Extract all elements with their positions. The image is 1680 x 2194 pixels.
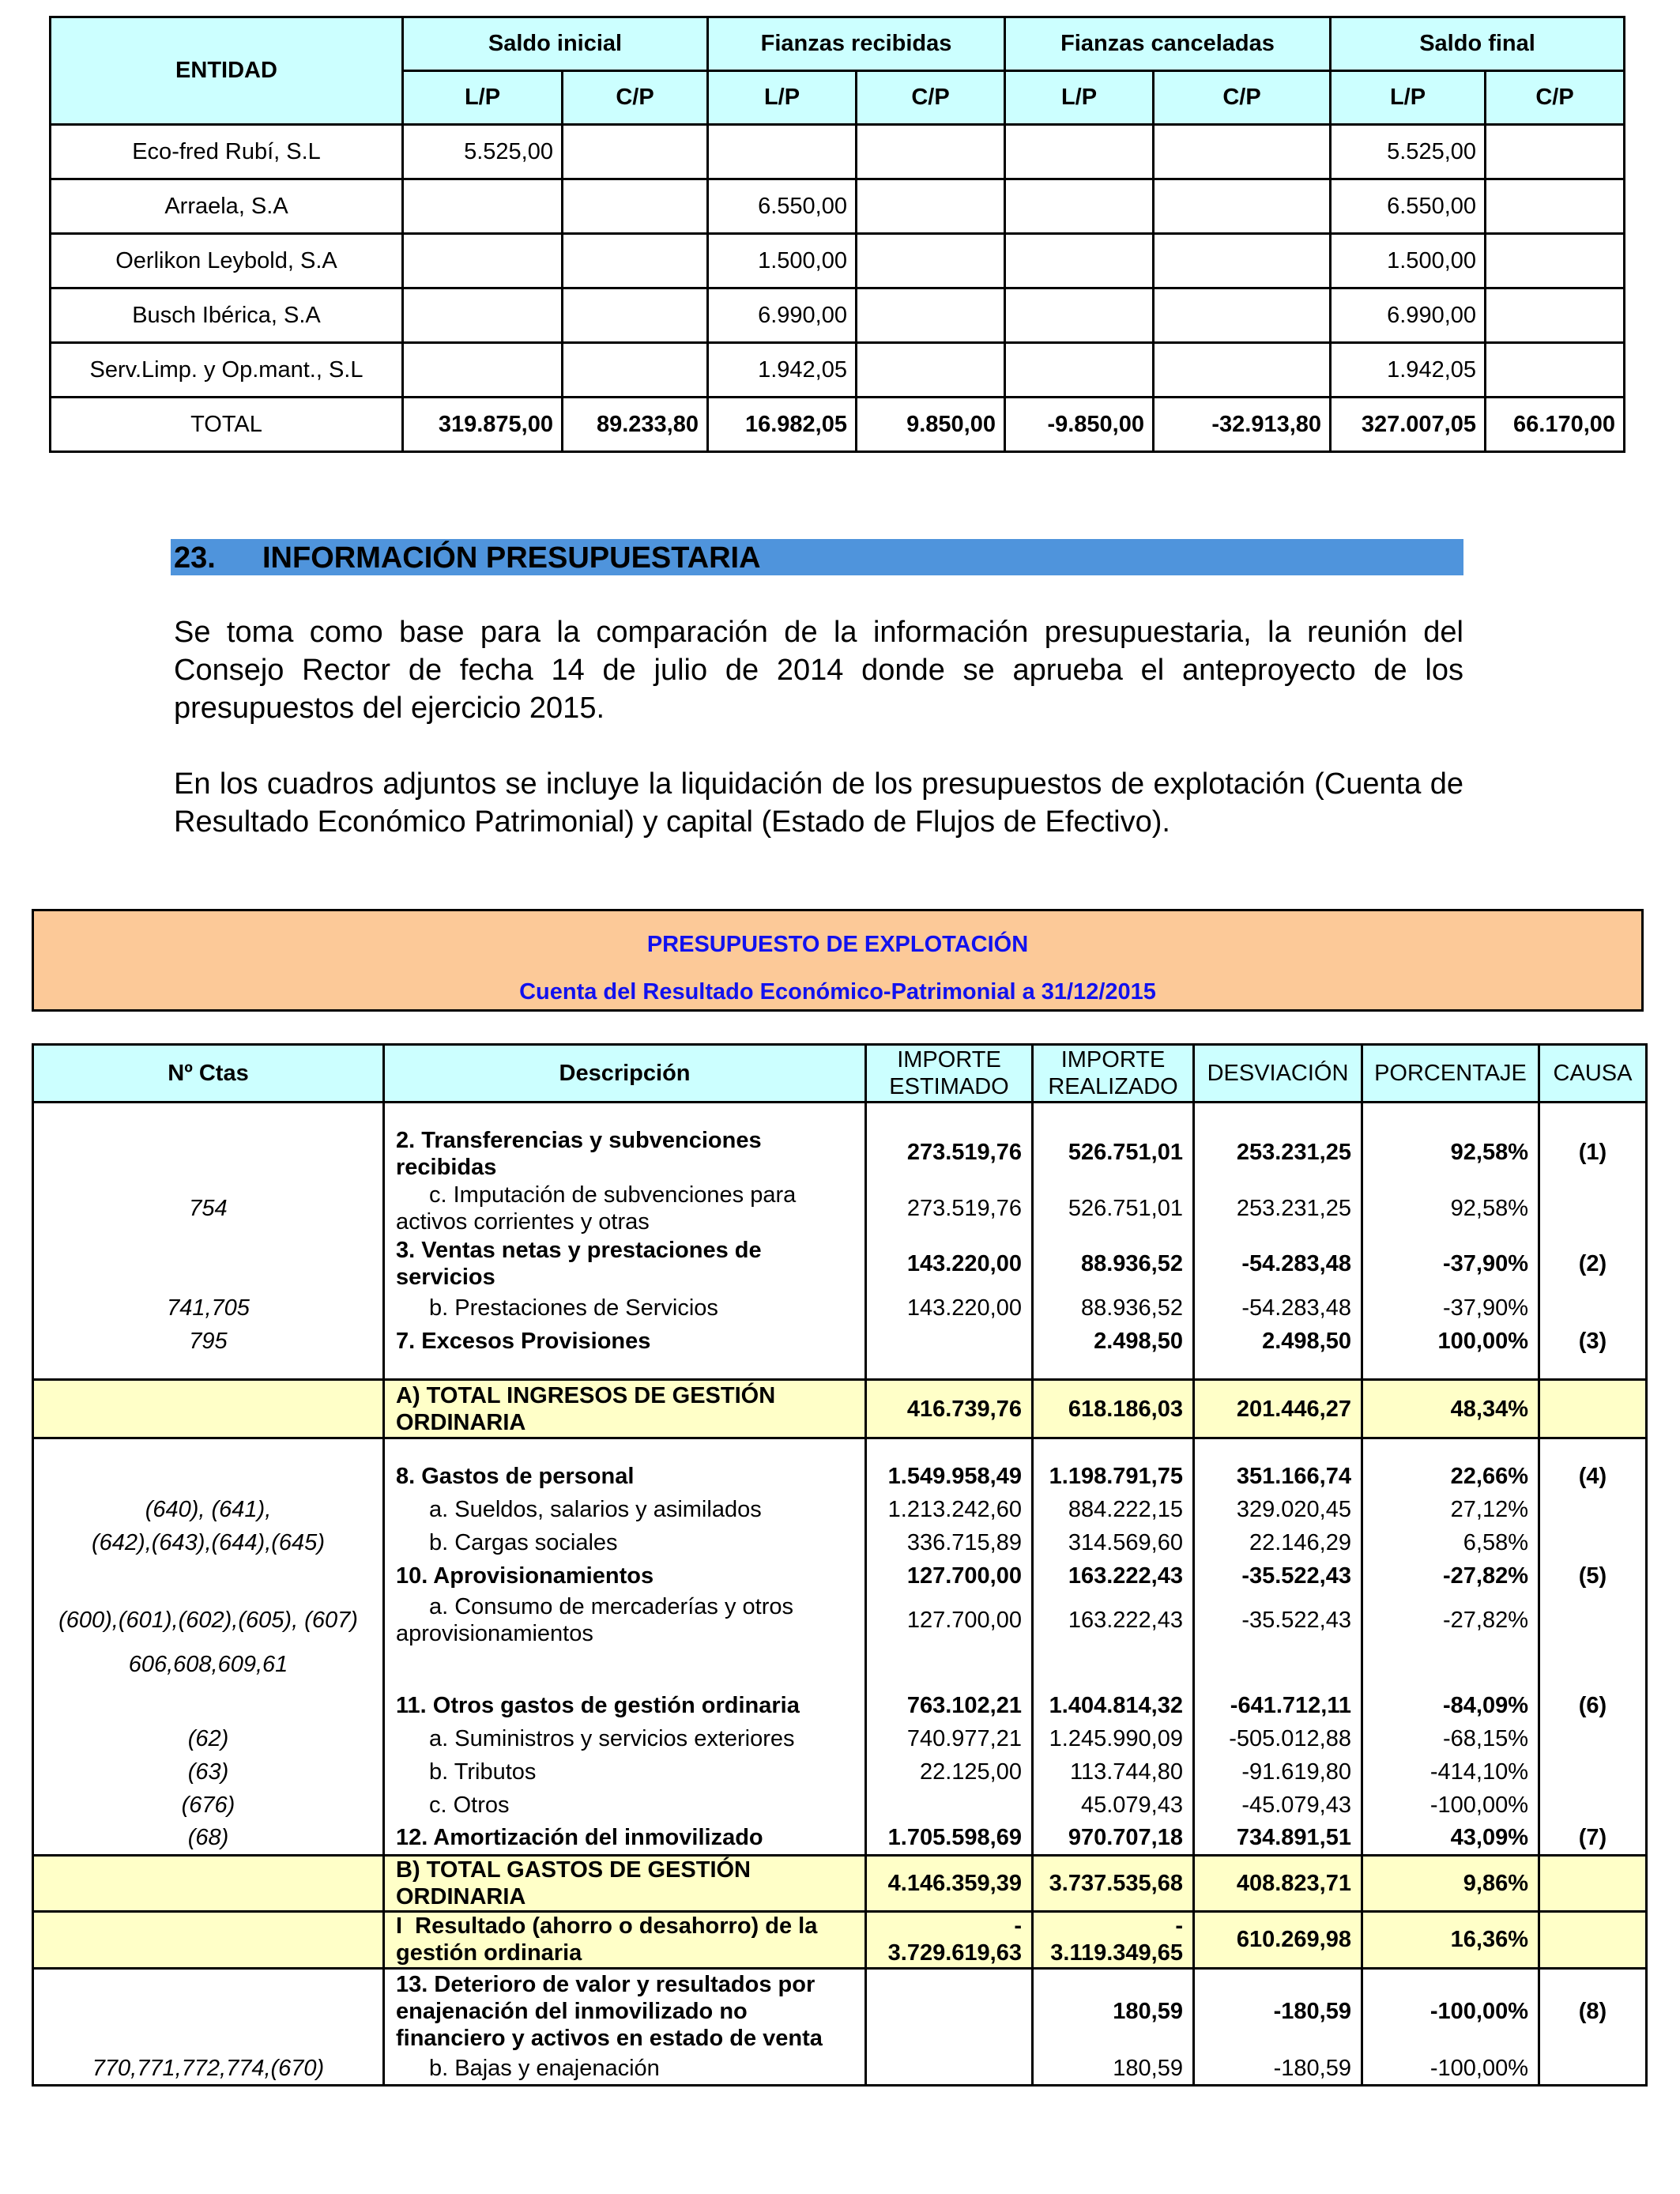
cell-cuenta bbox=[33, 1559, 384, 1593]
header-cp: C/P bbox=[563, 71, 708, 125]
cell-saldo-inicial-lp: 5.525,00 bbox=[403, 125, 563, 179]
cell-desviacion: 253.231,25 bbox=[1194, 1181, 1362, 1236]
cell-porcentaje: 9,86% bbox=[1362, 1855, 1539, 1911]
table-row bbox=[51, 288, 1625, 343]
cell-saldo-final-lp: 1.942,05 bbox=[1331, 343, 1486, 398]
cell-saldo-final-lp: 5.525,00 bbox=[1331, 125, 1486, 179]
cell-causa bbox=[1539, 1855, 1647, 1911]
cell-descripcion: 13. Deterioro de valor y resultados por enajenación del inmovilizado no financiero y activos en estado de venta bbox=[384, 1968, 866, 2053]
cell-estimado: 336.715,89 bbox=[866, 1526, 1033, 1559]
spacer-row bbox=[33, 1103, 1647, 1125]
total-recibidas-lp: 16.982,05 bbox=[708, 398, 857, 452]
cell-desviacion: 201.446,27 bbox=[1194, 1380, 1362, 1438]
cell-recibidas-cp bbox=[857, 288, 1005, 343]
cell-realizado: 3.737.535,68 bbox=[1033, 1855, 1194, 1911]
cell-cuenta: (63) bbox=[33, 1755, 384, 1789]
cell-porcentaje: -27,82% bbox=[1362, 1593, 1539, 1648]
cell-causa bbox=[1539, 1648, 1647, 1681]
table-row bbox=[51, 125, 1625, 179]
budget-table bbox=[32, 1043, 1648, 2087]
cell-estimado bbox=[866, 1648, 1033, 1681]
header-desviacion: DESVIACIÓN bbox=[1194, 1045, 1362, 1103]
cell-descripcion: a. Suministros y servicios exteriores bbox=[384, 1722, 866, 1755]
cell-cuenta: 754 bbox=[33, 1181, 384, 1236]
cell-estimado: 143.220,00 bbox=[866, 1236, 1033, 1291]
cell-saldo-inicial-cp bbox=[563, 234, 708, 288]
cell-realizado: 45.079,43 bbox=[1033, 1789, 1194, 1822]
cell-causa: (2) bbox=[1539, 1236, 1647, 1291]
entity-name: Serv.Limp. y Op.mant., S.L bbox=[51, 343, 403, 398]
table-row bbox=[33, 1325, 1647, 1358]
cell-recibidas-lp: 6.990,00 bbox=[708, 288, 857, 343]
cell-realizado: 970.707,18 bbox=[1033, 1822, 1194, 1855]
cell-causa bbox=[1539, 1722, 1647, 1755]
entity-name: Arraela, S.A bbox=[51, 179, 403, 234]
cell-cuenta: 741,705 bbox=[33, 1291, 384, 1325]
header-entidad: ENTIDAD bbox=[51, 17, 403, 125]
cell-cuenta: (68) bbox=[33, 1822, 384, 1855]
cell-descripcion: A) TOTAL INGRESOS DE GESTIÓN ORDINARIA bbox=[384, 1380, 866, 1438]
cell-canceladas-cp bbox=[1154, 125, 1331, 179]
cell-canceladas-cp bbox=[1154, 343, 1331, 398]
cell-causa bbox=[1539, 1526, 1647, 1559]
cell-realizado: 88.936,52 bbox=[1033, 1291, 1194, 1325]
cell-cuenta: 770,771,772,774,(670) bbox=[33, 2053, 384, 2085]
cell-desviacion: 329.020,45 bbox=[1194, 1493, 1362, 1526]
cell-causa bbox=[1539, 2053, 1647, 2085]
cell-saldo-final-lp: 1.500,00 bbox=[1331, 234, 1486, 288]
table-row bbox=[33, 1291, 1647, 1325]
cell-estimado: 273.519,76 bbox=[866, 1181, 1033, 1236]
cell-descripcion: a. Consumo de mercaderías y otros aprovisionamientos bbox=[384, 1593, 866, 1648]
table-row bbox=[33, 1493, 1647, 1526]
header-lp: L/P bbox=[403, 71, 563, 125]
total-canceladas-cp: -32.913,80 bbox=[1154, 398, 1331, 452]
cell-causa bbox=[1539, 1755, 1647, 1789]
cell-saldo-inicial-lp bbox=[403, 234, 563, 288]
cell-porcentaje: 27,12% bbox=[1362, 1493, 1539, 1526]
table-row bbox=[33, 1755, 1647, 1789]
table-row bbox=[33, 1559, 1647, 1593]
cell-canceladas-cp bbox=[1154, 179, 1331, 234]
cell-recibidas-cp bbox=[857, 125, 1005, 179]
header-fianzas-canceladas: Fianzas canceladas bbox=[1005, 17, 1331, 71]
cell-desviacion: 351.166,74 bbox=[1194, 1460, 1362, 1493]
table-row bbox=[33, 1689, 1647, 1722]
cell-estimado: 22.125,00 bbox=[866, 1755, 1033, 1789]
header-saldo-inicial: Saldo inicial bbox=[403, 17, 708, 71]
cell-cuenta bbox=[33, 1689, 384, 1722]
cell-realizado: 1.404.814,32 bbox=[1033, 1689, 1194, 1722]
cell-descripcion: b. Prestaciones de Servicios bbox=[384, 1291, 866, 1325]
cell-desviacion: -180,59 bbox=[1194, 1968, 1362, 2053]
cell-realizado: 163.222,43 bbox=[1033, 1559, 1194, 1593]
cell-causa: (3) bbox=[1539, 1325, 1647, 1358]
cell-desviacion: 734.891,51 bbox=[1194, 1822, 1362, 1855]
cell-causa: (6) bbox=[1539, 1689, 1647, 1722]
cell-realizado: 314.569,60 bbox=[1033, 1526, 1194, 1559]
cell-saldo-inicial-cp bbox=[563, 288, 708, 343]
fianzas-header-row bbox=[51, 17, 1625, 71]
cell-recibidas-lp: 1.500,00 bbox=[708, 234, 857, 288]
table-row bbox=[33, 2053, 1647, 2085]
cell-canceladas-lp bbox=[1005, 234, 1154, 288]
cell-recibidas-cp bbox=[857, 234, 1005, 288]
cell-porcentaje: 22,66% bbox=[1362, 1460, 1539, 1493]
table-row bbox=[33, 1593, 1647, 1648]
cell-canceladas-lp bbox=[1005, 125, 1154, 179]
total-recibidas-cp: 9.850,00 bbox=[857, 398, 1005, 452]
cell-saldo-inicial-lp bbox=[403, 179, 563, 234]
table-row bbox=[33, 1722, 1647, 1755]
header-cuentas: Nº Ctas bbox=[33, 1045, 384, 1103]
table-row bbox=[51, 234, 1625, 288]
cell-saldo-final-lp: 6.550,00 bbox=[1331, 179, 1486, 234]
cell-causa: (1) bbox=[1539, 1124, 1647, 1181]
header-lp: L/P bbox=[708, 71, 857, 125]
header-importe-estimado: IMPORTE ESTIMADO bbox=[866, 1045, 1033, 1103]
cell-causa bbox=[1539, 1291, 1647, 1325]
cell-desviacion: -35.522,43 bbox=[1194, 1593, 1362, 1648]
total-row bbox=[51, 398, 1625, 452]
cell-saldo-inicial-cp bbox=[563, 125, 708, 179]
cell-recibidas-cp bbox=[857, 179, 1005, 234]
header-saldo-final: Saldo final bbox=[1331, 17, 1625, 71]
cell-descripcion bbox=[384, 1648, 866, 1681]
header-fianzas-recibidas: Fianzas recibidas bbox=[708, 17, 1005, 71]
cell-desviacion: 253.231,25 bbox=[1194, 1124, 1362, 1181]
spacer-row bbox=[33, 1438, 1647, 1461]
total-row bbox=[33, 1911, 1647, 1968]
cell-cuenta bbox=[33, 1380, 384, 1438]
cell-desviacion: 610.269,98 bbox=[1194, 1911, 1362, 1968]
entity-name: Oerlikon Leybold, S.A bbox=[51, 234, 403, 288]
cell-causa bbox=[1539, 1593, 1647, 1648]
paragraph: Se toma como base para la comparación de la información presupuestaria, la reunión del Consejo Rector de fecha 14 de julio de 2014 donde se aprueba el anteproyecto de los presupuestos del ejercicio 2015. bbox=[174, 616, 1463, 725]
cell-porcentaje: 100,00% bbox=[1362, 1325, 1539, 1358]
cell-causa: (8) bbox=[1539, 1968, 1647, 2053]
cell-porcentaje: -27,82% bbox=[1362, 1559, 1539, 1593]
cell-desviacion: -35.522,43 bbox=[1194, 1559, 1362, 1593]
cell-saldo-inicial-lp bbox=[403, 288, 563, 343]
cell-porcentaje: 16,36% bbox=[1362, 1911, 1539, 1968]
cell-descripcion: b. Bajas y enajenación bbox=[384, 2053, 866, 2085]
cell-estimado: 273.519,76 bbox=[866, 1124, 1033, 1181]
cell-desviacion bbox=[1194, 1648, 1362, 1681]
cell-porcentaje: -100,00% bbox=[1362, 2053, 1539, 2085]
total-label: TOTAL bbox=[51, 398, 403, 452]
cell-estimado: 416.739,76 bbox=[866, 1380, 1033, 1438]
cell-realizado: 1.198.791,75 bbox=[1033, 1460, 1194, 1493]
cell-cuenta bbox=[33, 1911, 384, 1968]
cell-desviacion: -641.712,11 bbox=[1194, 1689, 1362, 1722]
header-causa: CAUSA bbox=[1539, 1045, 1647, 1103]
budget-subtitle: Cuenta del Resultado Económico-Patrimonial a 31/12/2015 bbox=[519, 979, 1156, 1005]
cell-cuenta bbox=[33, 1460, 384, 1493]
cell-porcentaje: -37,90% bbox=[1362, 1236, 1539, 1291]
total-saldo-final-cp: 66.170,00 bbox=[1486, 398, 1625, 452]
header-porcentaje: PORCENTAJE bbox=[1362, 1045, 1539, 1103]
table-row bbox=[51, 343, 1625, 398]
header-descripcion: Descripción bbox=[384, 1045, 866, 1103]
cell-porcentaje: 48,34% bbox=[1362, 1380, 1539, 1438]
cell-descripcion: 12. Amortización del inmovilizado bbox=[384, 1822, 866, 1855]
cell-cuenta: (640), (641), bbox=[33, 1493, 384, 1526]
cell-saldo-final-cp bbox=[1486, 125, 1625, 179]
cell-realizado bbox=[1033, 1648, 1194, 1681]
cell-estimado bbox=[866, 2053, 1033, 2085]
cell-recibidas-lp: 1.942,05 bbox=[708, 343, 857, 398]
table-row bbox=[33, 1236, 1647, 1291]
budget-title: PRESUPUESTO DE EXPLOTACIÓN bbox=[646, 932, 1029, 957]
cell-descripcion: a. Sueldos, salarios y asimilados bbox=[384, 1493, 866, 1526]
cell-estimado: 4.146.359,39 bbox=[866, 1855, 1033, 1911]
header-cp: C/P bbox=[857, 71, 1005, 125]
cell-estimado: 1.705.598,69 bbox=[866, 1822, 1033, 1855]
budget-header-row bbox=[33, 1045, 1647, 1103]
table-row bbox=[33, 1181, 1647, 1236]
total-canceladas-lp: -9.850,00 bbox=[1005, 398, 1154, 452]
cell-porcentaje: -68,15% bbox=[1362, 1722, 1539, 1755]
table-row bbox=[33, 1968, 1647, 2053]
section-title: INFORMACIÓN PRESUPUESTARIA bbox=[262, 541, 761, 575]
total-saldo-inicial-cp: 89.233,80 bbox=[563, 398, 708, 452]
cell-realizado: 618.186,03 bbox=[1033, 1380, 1194, 1438]
cell-cuenta: (642),(643),(644),(645) bbox=[33, 1526, 384, 1559]
cell-recibidas-lp bbox=[708, 125, 857, 179]
spacer-row bbox=[33, 1681, 1647, 1689]
total-saldo-inicial-lp: 319.875,00 bbox=[403, 398, 563, 452]
cell-causa bbox=[1539, 1380, 1647, 1438]
cell-cuenta bbox=[33, 1236, 384, 1291]
cell-cuenta bbox=[33, 1124, 384, 1181]
cell-saldo-inicial-cp bbox=[563, 343, 708, 398]
section-number: 23. bbox=[174, 541, 216, 575]
cell-estimado bbox=[866, 1325, 1033, 1358]
cell-causa: (5) bbox=[1539, 1559, 1647, 1593]
cell-realizado: 180,59 bbox=[1033, 1968, 1194, 2053]
cell-realizado: 180,59 bbox=[1033, 2053, 1194, 2085]
table-row bbox=[33, 1460, 1647, 1493]
cell-descripcion: 7. Excesos Provisiones bbox=[384, 1325, 866, 1358]
cell-realizado: 163.222,43 bbox=[1033, 1593, 1194, 1648]
cell-realizado: 2.498,50 bbox=[1033, 1325, 1194, 1358]
cell-causa bbox=[1539, 1911, 1647, 1968]
cell-porcentaje: -84,09% bbox=[1362, 1689, 1539, 1722]
cell-estimado: 127.700,00 bbox=[866, 1593, 1033, 1648]
cell-estimado: 1.213.242,60 bbox=[866, 1493, 1033, 1526]
cell-descripcion: b. Cargas sociales bbox=[384, 1526, 866, 1559]
cell-realizado: - 3.119.349,65 bbox=[1033, 1911, 1194, 1968]
cell-recibidas-cp bbox=[857, 343, 1005, 398]
cell-cuenta bbox=[33, 1855, 384, 1911]
cell-realizado: 113.744,80 bbox=[1033, 1755, 1194, 1789]
cell-canceladas-lp bbox=[1005, 179, 1154, 234]
cell-cuenta: (676) bbox=[33, 1789, 384, 1822]
cell-causa bbox=[1539, 1789, 1647, 1822]
table-row bbox=[51, 179, 1625, 234]
cell-porcentaje: 43,09% bbox=[1362, 1822, 1539, 1855]
cell-desviacion: 22.146,29 bbox=[1194, 1526, 1362, 1559]
cell-desviacion: 2.498,50 bbox=[1194, 1325, 1362, 1358]
cell-causa bbox=[1539, 1493, 1647, 1526]
table-row bbox=[33, 1822, 1647, 1855]
cell-cuenta: 795 bbox=[33, 1325, 384, 1358]
paragraph: En los cuadros adjuntos se incluye la liquidación de los presupuestos de explotación (Cuenta de Resultado Económico Patrimonial) y capital (Estado de Flujos de Efectivo). bbox=[174, 767, 1463, 839]
cell-estimado: 740.977,21 bbox=[866, 1722, 1033, 1755]
cell-desviacion: 408.823,71 bbox=[1194, 1855, 1362, 1911]
cell-porcentaje: -100,00% bbox=[1362, 1789, 1539, 1822]
cell-descripcion: 8. Gastos de personal bbox=[384, 1460, 866, 1493]
cell-descripcion: B) TOTAL GASTOS DE GESTIÓN ORDINARIA bbox=[384, 1855, 866, 1911]
cell-realizado: 884.222,15 bbox=[1033, 1493, 1194, 1526]
cell-descripcion: I Resultado (ahorro o desahorro) de la gestión ordinaria bbox=[384, 1911, 866, 1968]
cell-estimado: 143.220,00 bbox=[866, 1291, 1033, 1325]
section-heading bbox=[171, 539, 1463, 575]
cell-saldo-final-lp: 6.990,00 bbox=[1331, 288, 1486, 343]
cell-saldo-final-cp bbox=[1486, 234, 1625, 288]
cell-canceladas-lp bbox=[1005, 288, 1154, 343]
table-row bbox=[33, 1648, 1647, 1681]
cell-recibidas-lp: 6.550,00 bbox=[708, 179, 857, 234]
cell-desviacion: -91.619,80 bbox=[1194, 1755, 1362, 1789]
cell-descripcion: 3. Ventas netas y prestaciones de servicios bbox=[384, 1236, 866, 1291]
total-saldo-final-lp: 327.007,05 bbox=[1331, 398, 1486, 452]
cell-canceladas-cp bbox=[1154, 234, 1331, 288]
total-row bbox=[33, 1380, 1647, 1438]
cell-causa: (4) bbox=[1539, 1460, 1647, 1493]
cell-desviacion: -180,59 bbox=[1194, 2053, 1362, 2085]
cell-saldo-inicial-cp bbox=[563, 179, 708, 234]
fianzas-table bbox=[49, 16, 1625, 453]
header-cp: C/P bbox=[1154, 71, 1331, 125]
cell-canceladas-lp bbox=[1005, 343, 1154, 398]
header-lp: L/P bbox=[1005, 71, 1154, 125]
cell-descripcion: c. Otros bbox=[384, 1789, 866, 1822]
table-row bbox=[33, 1124, 1647, 1181]
cell-estimado bbox=[866, 1789, 1033, 1822]
header-cp: C/P bbox=[1486, 71, 1625, 125]
cell-realizado: 88.936,52 bbox=[1033, 1236, 1194, 1291]
cell-porcentaje: -414,10% bbox=[1362, 1755, 1539, 1789]
cell-desviacion: -54.283,48 bbox=[1194, 1291, 1362, 1325]
cell-desviacion: -45.079,43 bbox=[1194, 1789, 1362, 1822]
cell-descripcion: b. Tributos bbox=[384, 1755, 866, 1789]
table-row bbox=[33, 1789, 1647, 1822]
cell-realizado: 526.751,01 bbox=[1033, 1181, 1194, 1236]
header-importe-realizado: IMPORTE REALIZADO bbox=[1033, 1045, 1194, 1103]
cell-cuenta bbox=[33, 1968, 384, 2053]
cell-cuenta: (62) bbox=[33, 1722, 384, 1755]
cell-estimado: 763.102,21 bbox=[866, 1689, 1033, 1722]
cell-porcentaje bbox=[1362, 1648, 1539, 1681]
cell-saldo-final-cp bbox=[1486, 343, 1625, 398]
cell-saldo-final-cp bbox=[1486, 288, 1625, 343]
cell-estimado: 127.700,00 bbox=[866, 1559, 1033, 1593]
cell-cuenta: 606,608,609,61 bbox=[33, 1648, 384, 1681]
cell-porcentaje: -100,00% bbox=[1362, 1968, 1539, 2053]
cell-porcentaje: 92,58% bbox=[1362, 1181, 1539, 1236]
cell-porcentaje: -37,90% bbox=[1362, 1291, 1539, 1325]
entity-name: Busch Ibérica, S.A bbox=[51, 288, 403, 343]
header-lp: L/P bbox=[1331, 71, 1486, 125]
spacer-row bbox=[33, 1358, 1647, 1380]
cell-cuenta: (600),(601),(602),(605), (607) bbox=[33, 1593, 384, 1648]
cell-descripcion: c. Imputación de subvenciones para activos corrientes y otras bbox=[384, 1181, 866, 1236]
table-row bbox=[33, 1526, 1647, 1559]
cell-descripcion: 11. Otros gastos de gestión ordinaria bbox=[384, 1689, 866, 1722]
cell-canceladas-cp bbox=[1154, 288, 1331, 343]
cell-porcentaje: 6,58% bbox=[1362, 1526, 1539, 1559]
cell-causa: (7) bbox=[1539, 1822, 1647, 1855]
cell-descripcion: 10. Aprovisionamientos bbox=[384, 1559, 866, 1593]
total-row bbox=[33, 1855, 1647, 1911]
cell-estimado: - 3.729.619,63 bbox=[866, 1911, 1033, 1968]
cell-causa bbox=[1539, 1181, 1647, 1236]
cell-estimado bbox=[866, 1968, 1033, 2053]
cell-realizado: 526.751,01 bbox=[1033, 1124, 1194, 1181]
cell-estimado: 1.549.958,49 bbox=[866, 1460, 1033, 1493]
cell-saldo-final-cp bbox=[1486, 179, 1625, 234]
entity-name: Eco-fred Rubí, S.L bbox=[51, 125, 403, 179]
cell-desviacion: -505.012,88 bbox=[1194, 1722, 1362, 1755]
budget-header-box bbox=[32, 909, 1644, 1012]
cell-desviacion: -54.283,48 bbox=[1194, 1236, 1362, 1291]
cell-porcentaje: 92,58% bbox=[1362, 1124, 1539, 1181]
cell-saldo-inicial-lp bbox=[403, 343, 563, 398]
cell-descripcion: 2. Transferencias y subvenciones recibidas bbox=[384, 1124, 866, 1181]
cell-realizado: 1.245.990,09 bbox=[1033, 1722, 1194, 1755]
